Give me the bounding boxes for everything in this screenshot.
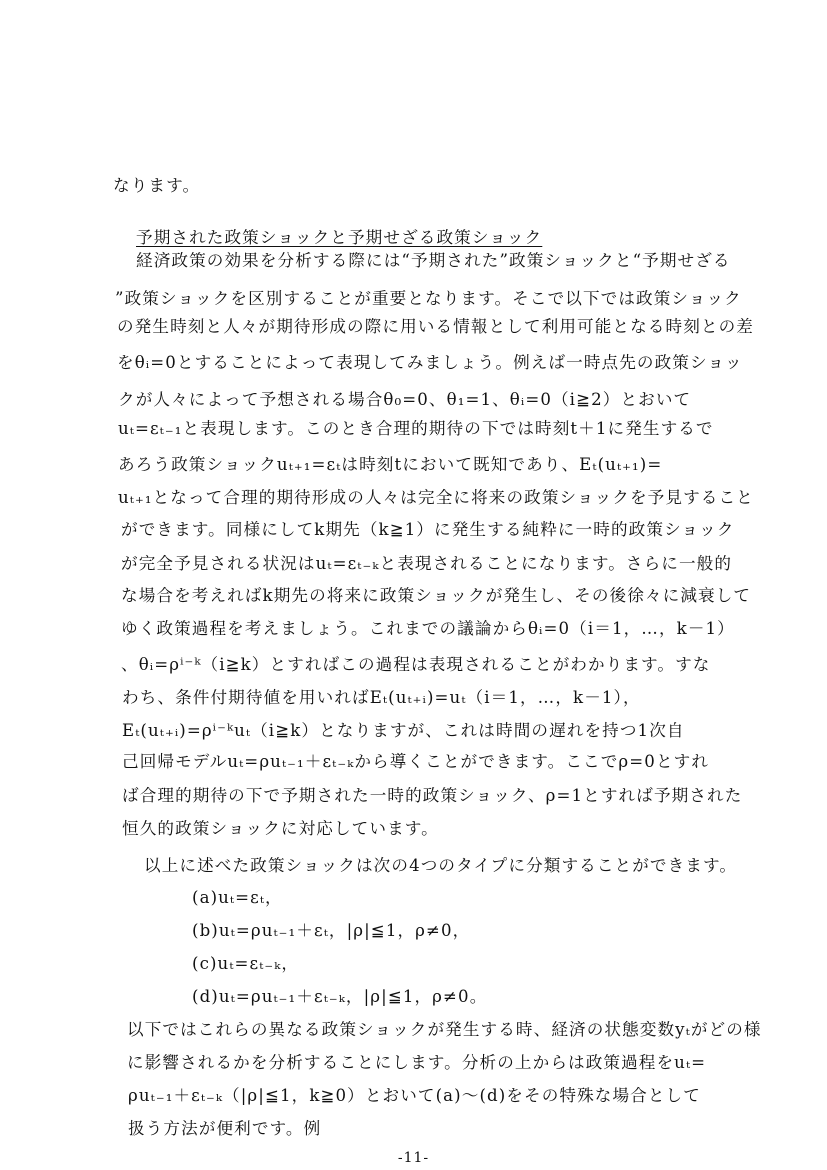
paragraph-line: が完全予見される状況はuₜ=εₜ₋ₖと表現されることになります。さらに一般的: [121, 554, 733, 573]
section-heading: 予期された政策ショックと予期せざる政策ショック: [136, 228, 543, 247]
paragraph-line: ば合理的期待の下で予期された一時的政策ショック、ρ=1とすれば予期された: [122, 786, 743, 805]
paragraph-line: あろう政策ショックuₜ₊₁=εₜは時刻tにおいて既知であり、Eₜ(uₜ₊₁)=: [118, 455, 663, 474]
paragraph-line: uₜ₊₁となって合理的期待形成の人々は完全に将来の政策ショックを予見すること: [118, 488, 754, 507]
paragraph-line: ゆく政策過程を考えましょう。これまでの議論からθᵢ=0（i＝1，…，k－1）: [121, 619, 735, 638]
paragraph-line: 、θᵢ=ρⁱ⁻ᵏ（i≧k）とすればこの過程は表現されることがわかります。すな: [121, 655, 711, 674]
case-item: (a)uₜ=εₜ，: [192, 888, 283, 907]
case-item: (b)uₜ=ρuₜ₋₁＋εₜ，|ρ|≦1，ρ≠0，: [192, 921, 471, 940]
paragraph-line: ができます。同様にしてk期先（k≧1）に発生する純粋に一時的政策ショック: [121, 520, 735, 539]
paragraph-line: わち、条件付期待値を用いればEₜ(uₜ₊ᵢ)=uₜ（i＝1，…，k－1），: [122, 688, 641, 707]
case-item: (c)uₜ=εₜ₋ₖ，: [192, 954, 300, 973]
paragraph-line: 経済政策の効果を分析する際には“予期された”政策ショックと“予期せざる: [136, 251, 731, 270]
paragraph-line: の発生時刻と人々が期待形成の際に用いる情報として利用可能となる時刻との差: [117, 317, 754, 336]
paragraph-line: をθᵢ=0とすることによって表現してみましょう。例えば一時点先の政策ショッ: [117, 353, 743, 372]
case-item: (d)uₜ=ρuₜ₋₁＋εₜ₋ₖ，|ρ|≦1，ρ≠0。: [192, 987, 488, 1006]
paragraph-line: 己回帰モデルuₜ=ρuₜ₋₁＋εₜ₋ₖから導くことができます。ここでρ=0とすれ: [122, 752, 710, 771]
paragraph-line: 扱う方法が便利です。例: [128, 1119, 322, 1138]
paragraph-line: に影響されるかを分析することにします。分析の上からは政策過程をuₜ=: [127, 1053, 707, 1072]
intro-line: なります。: [113, 176, 201, 195]
page-number: -11-: [397, 1150, 430, 1166]
paragraph-line: 恒久的政策ショックに対応しています。: [122, 819, 439, 838]
paragraph-line: uₜ=εₜ₋₁と表現します。このとき合理的期待の下では時刻t＋1に発生するで: [118, 419, 714, 438]
paragraph-line: 以下ではこれらの異なる政策ショックが発生する時、経済の状態変数yₜがどの様: [127, 1020, 762, 1039]
paragraph-line: クが人々によって予想される場合θ₀=0、θ₁=1、θᵢ=0（i≧2）とおいて: [118, 390, 692, 409]
paragraph-2-intro: 以上に述べた政策ショックは次の4つのタイプに分類することができます。: [144, 856, 738, 875]
paragraph-line: ”政策ショックを区別することが重要となります。そこで以下では政策ショック: [115, 289, 742, 308]
paragraph-line: ρuₜ₋₁＋εₜ₋ₖ（|ρ|≦1，k≧0）とおいて(a)～(d)をその特殊な場合として: [128, 1086, 701, 1105]
paragraph-line: Eₜ(uₜ₊ᵢ)=ρⁱ⁻ᵏuₜ（i≧k）となりますが、これは時間の遅れを持つ1次自: [122, 721, 685, 740]
paragraph-line: な場合を考えればk期先の将来に政策ショックが発生し、その後徐々に減衰して: [121, 586, 752, 605]
